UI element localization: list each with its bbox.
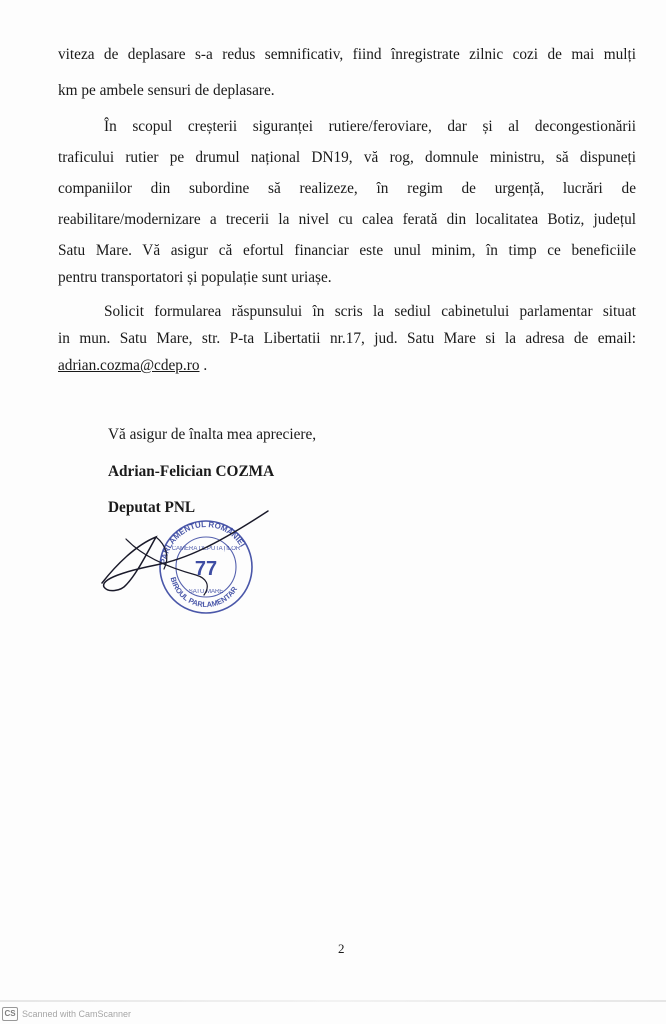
- closing-salutation: Vă asigur de înalta mea apreciere,: [108, 426, 317, 443]
- email-suffix: .: [203, 357, 208, 374]
- stamp-text-bottom: BIROUL PARLAMENTAR: [168, 575, 240, 610]
- camscanner-logo-icon: CS: [2, 1007, 18, 1021]
- paragraph-2-line-4: reabilitare/modernizare a trecerii la nivel cu calea ferată din localitatea Botiz, județul: [58, 211, 636, 228]
- page-bottom-edge: [0, 1000, 666, 1002]
- paragraph-3-line-1: Solicit formularea răspunsului în scris la sediul cabinetului parlamentar situat: [104, 303, 636, 320]
- signatory-name: Adrian-Felician COZMA: [108, 463, 275, 480]
- camscanner-watermark: [2, 1006, 131, 1022]
- camscanner-label: Scanned with CamScanner: [22, 1009, 132, 1019]
- paragraph-1-line-2: km pe ambele sensuri de deplasare.: [58, 82, 275, 99]
- stamp-text-city: SATU MARE: [188, 589, 224, 595]
- paragraph-2-line-6: pentru transportatori și populație sunt uriașe.: [58, 269, 332, 286]
- parliament-stamp-with-signature: [96, 505, 276, 620]
- paragraph-2-line-5: Satu Mare. Vă asigur că efortul financiar este unul minim, în timp ce beneficiile: [58, 242, 636, 259]
- signatory-title: Deputat PNL: [108, 499, 196, 516]
- paragraph-2-line-2: traficului rutier pe drumul național DN19, vă rog, domnule ministru, să dispuneți: [58, 149, 636, 166]
- paragraph-2-line-1: În scopul creșterii siguranței rutiere/feroviare, dar și al decongestionării: [104, 118, 636, 135]
- paragraph-1-line-1: viteza de deplasare s-a redus semnificativ, fiind înregistrate zilnic cozi de mai mulți: [58, 46, 636, 63]
- paragraph-3-line-2: in mun. Satu Mare, str. P-ta Libertatii nr.17, jud. Satu Mare si la adresa de email:: [58, 330, 636, 347]
- stamp-text-upper: CAMERA DEPUTAȚILOR: [171, 546, 241, 552]
- paragraph-3-line-3: [58, 357, 207, 375]
- email-link[interactable]: adrian.cozma@cdep.ro: [58, 357, 200, 374]
- page-number: 2: [338, 941, 345, 956]
- stamp-number: 77: [194, 558, 218, 580]
- stamp-text-top: PARLAMENTUL ROMÂNIEI: [159, 519, 247, 565]
- paragraph-2-line-3: companiilor din subordine să realizeze, în regim de urgență, lucrări de: [58, 180, 636, 197]
